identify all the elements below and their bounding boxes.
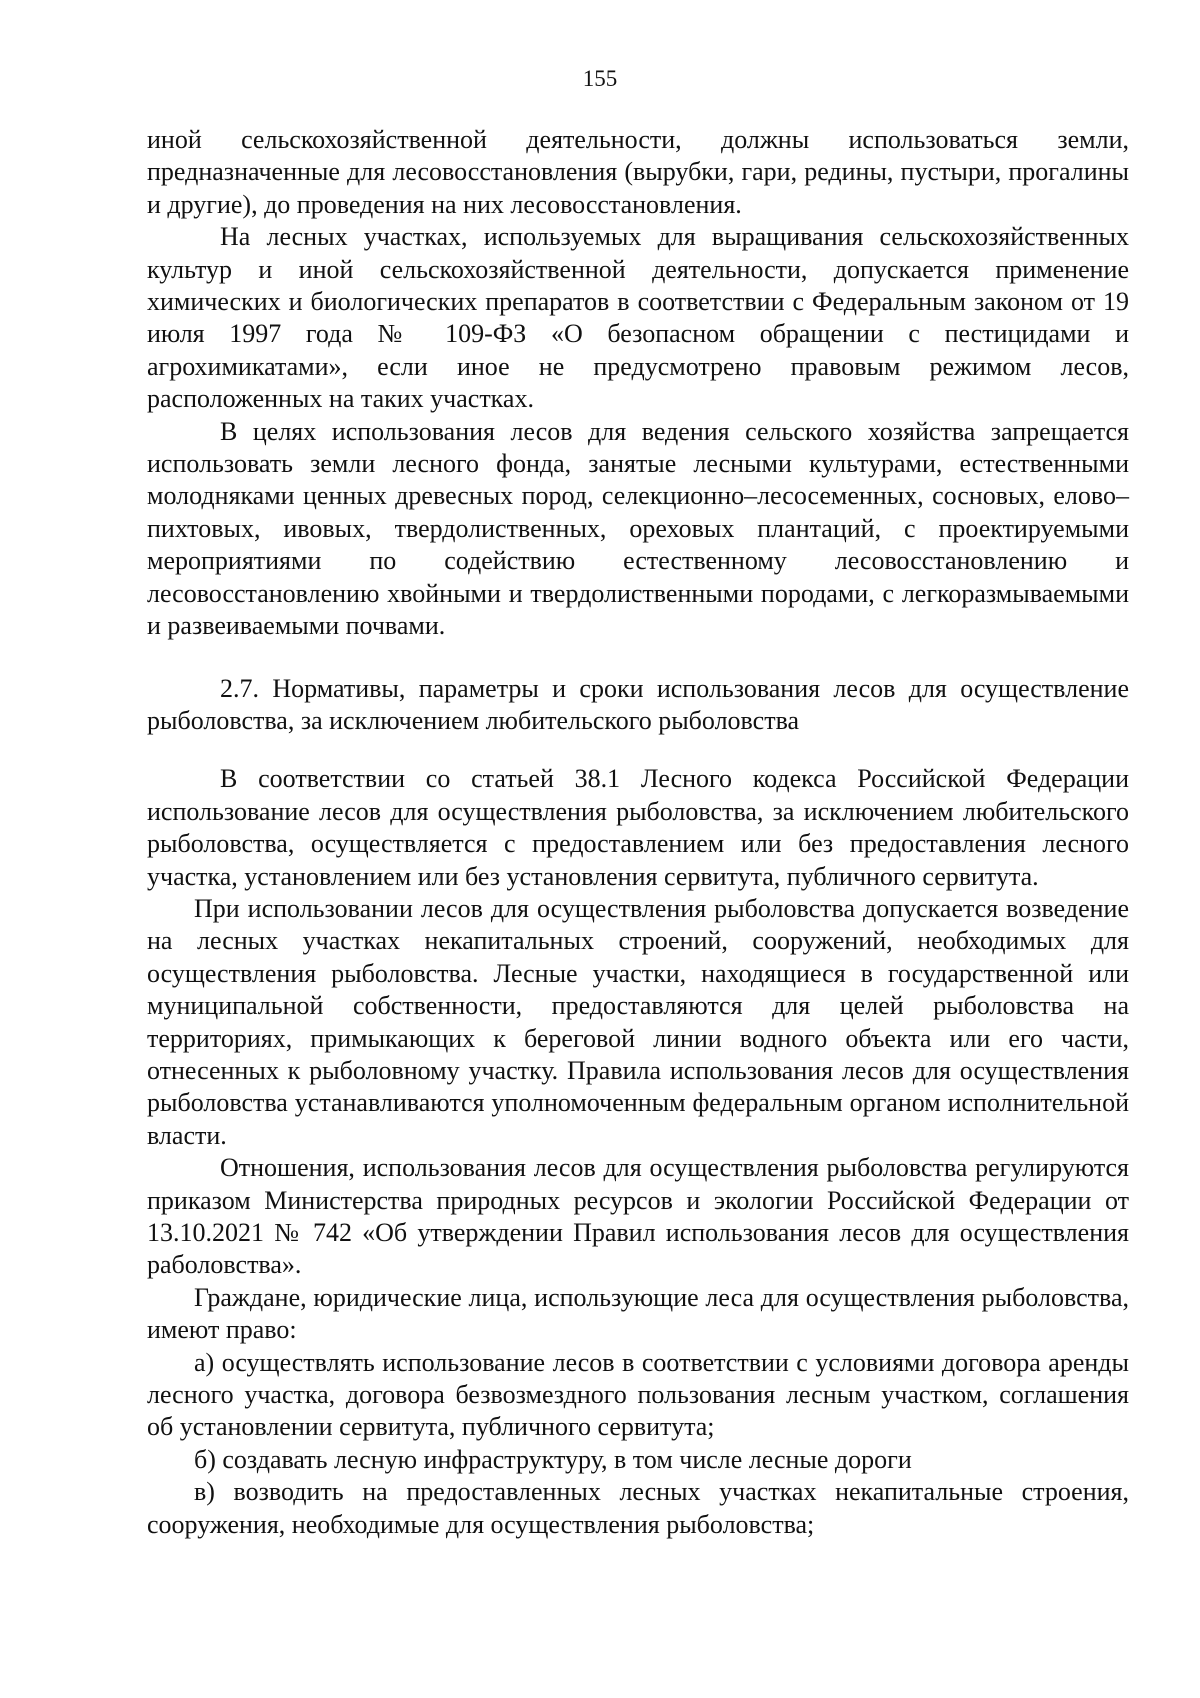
paragraph-chemical-preparations: На лесных участках, используемых для выращивания сельскохозяйственных культур и иной сельскохозяйственной деятельности, допускается применение химических и биологических препаратов в соответствии с Федеральным законом от 19 июля 1997 года № 109-ФЗ «О безопасном обращении с пестицидами и агрохимикатами», если иное не предусмотрено правовым режимом лесов, расположенных на таких участках.	[147, 222, 1129, 414]
list-item-v: в) возводить на предоставленных лесных участках некапитальные строения, сооружения, необходимые для осуществления рыболовства;	[147, 1477, 1129, 1539]
section-heading: 2.7. Нормативы, параметры и сроки использования лесов для осуществление рыболовства, за исключением любительского рыболовства	[147, 673, 1129, 735]
list-item-a: а) осуществлять использование лесов в соответствии с условиями договора аренды лесного участка, договора безвозмездного пользования лесным участком, соглашения об установлении сервитута, публичного сервитута;	[147, 1347, 1129, 1442]
paragraph-ministry-order: Отношения, использования лесов для осуществления рыболовства регулируются приказом Министерства природных ресурсов и экологии Российской Федерации от 13.10.2021 № 742 «Об утверждении Правил использования лесов для осуществления раболовства».	[147, 1153, 1129, 1280]
document-body	[147, 124, 1129, 1541]
paragraph-article-38-1: В соответствии со статьей 38.1 Лесного кодекса Российской Федерации использование лесов для осуществления рыболовства, за исключением любительского рыболовства, осуществляется с предоставлением или без предоставления лесного участка, установлением или без установления сервитута, публичного сервитута.	[147, 764, 1129, 891]
paragraph-rights-intro: Граждане, юридические лица, использующие леса для осуществления рыболовства, имеют право:	[147, 1282, 1129, 1345]
paragraph-land-use-continuation: иной сельскохозяйственной деятельности, должны использоваться земли, предназначенные для лесовосстановления (вырубки, гари, редины, пустыри, прогалины и другие), до проведения на них лесовосстановления.	[147, 125, 1129, 219]
page-number: 155	[582, 66, 618, 91]
section-spacer	[147, 643, 1129, 673]
list-item-b: б) создавать лесную инфраструктуру, в том числе лесные дороги	[194, 1444, 912, 1474]
paragraph-agriculture-prohibition: В целях использования лесов для ведения сельского хозяйства запрещается использовать земли лесного фонда, занятые лесными культурами, естественными молодняками ценных древесных пород, селекционно–лесосеменных, сосновых, елово–пихтовых, ивовых, твердолиственных, ореховых плантаций, с проектируемыми мероприятиями по содействию естественному лесовосстановлению и лесовосстановлению хвойными и твердолиственными породами, с легкоразмываемыми и развеиваемыми почвами.	[147, 416, 1129, 641]
section-spacer	[147, 737, 1129, 763]
paragraph-fishing-structures: При использовании лесов для осуществления рыболовства допускается возведение на лесных участках некапитальных строений, сооружений, необходимых для осуществления рыболовства. Лесные участки, находящиеся в государственной или муниципальной собственности, предоставляются для целей рыболовства на территориях, примыкающих к береговой линии водного объекта или его части, отнесенных к рыболовному участку. Правила использования лесов для осуществления рыболовства устанавливаются уполномоченным федеральным органом исполнительной власти.	[147, 893, 1129, 1150]
